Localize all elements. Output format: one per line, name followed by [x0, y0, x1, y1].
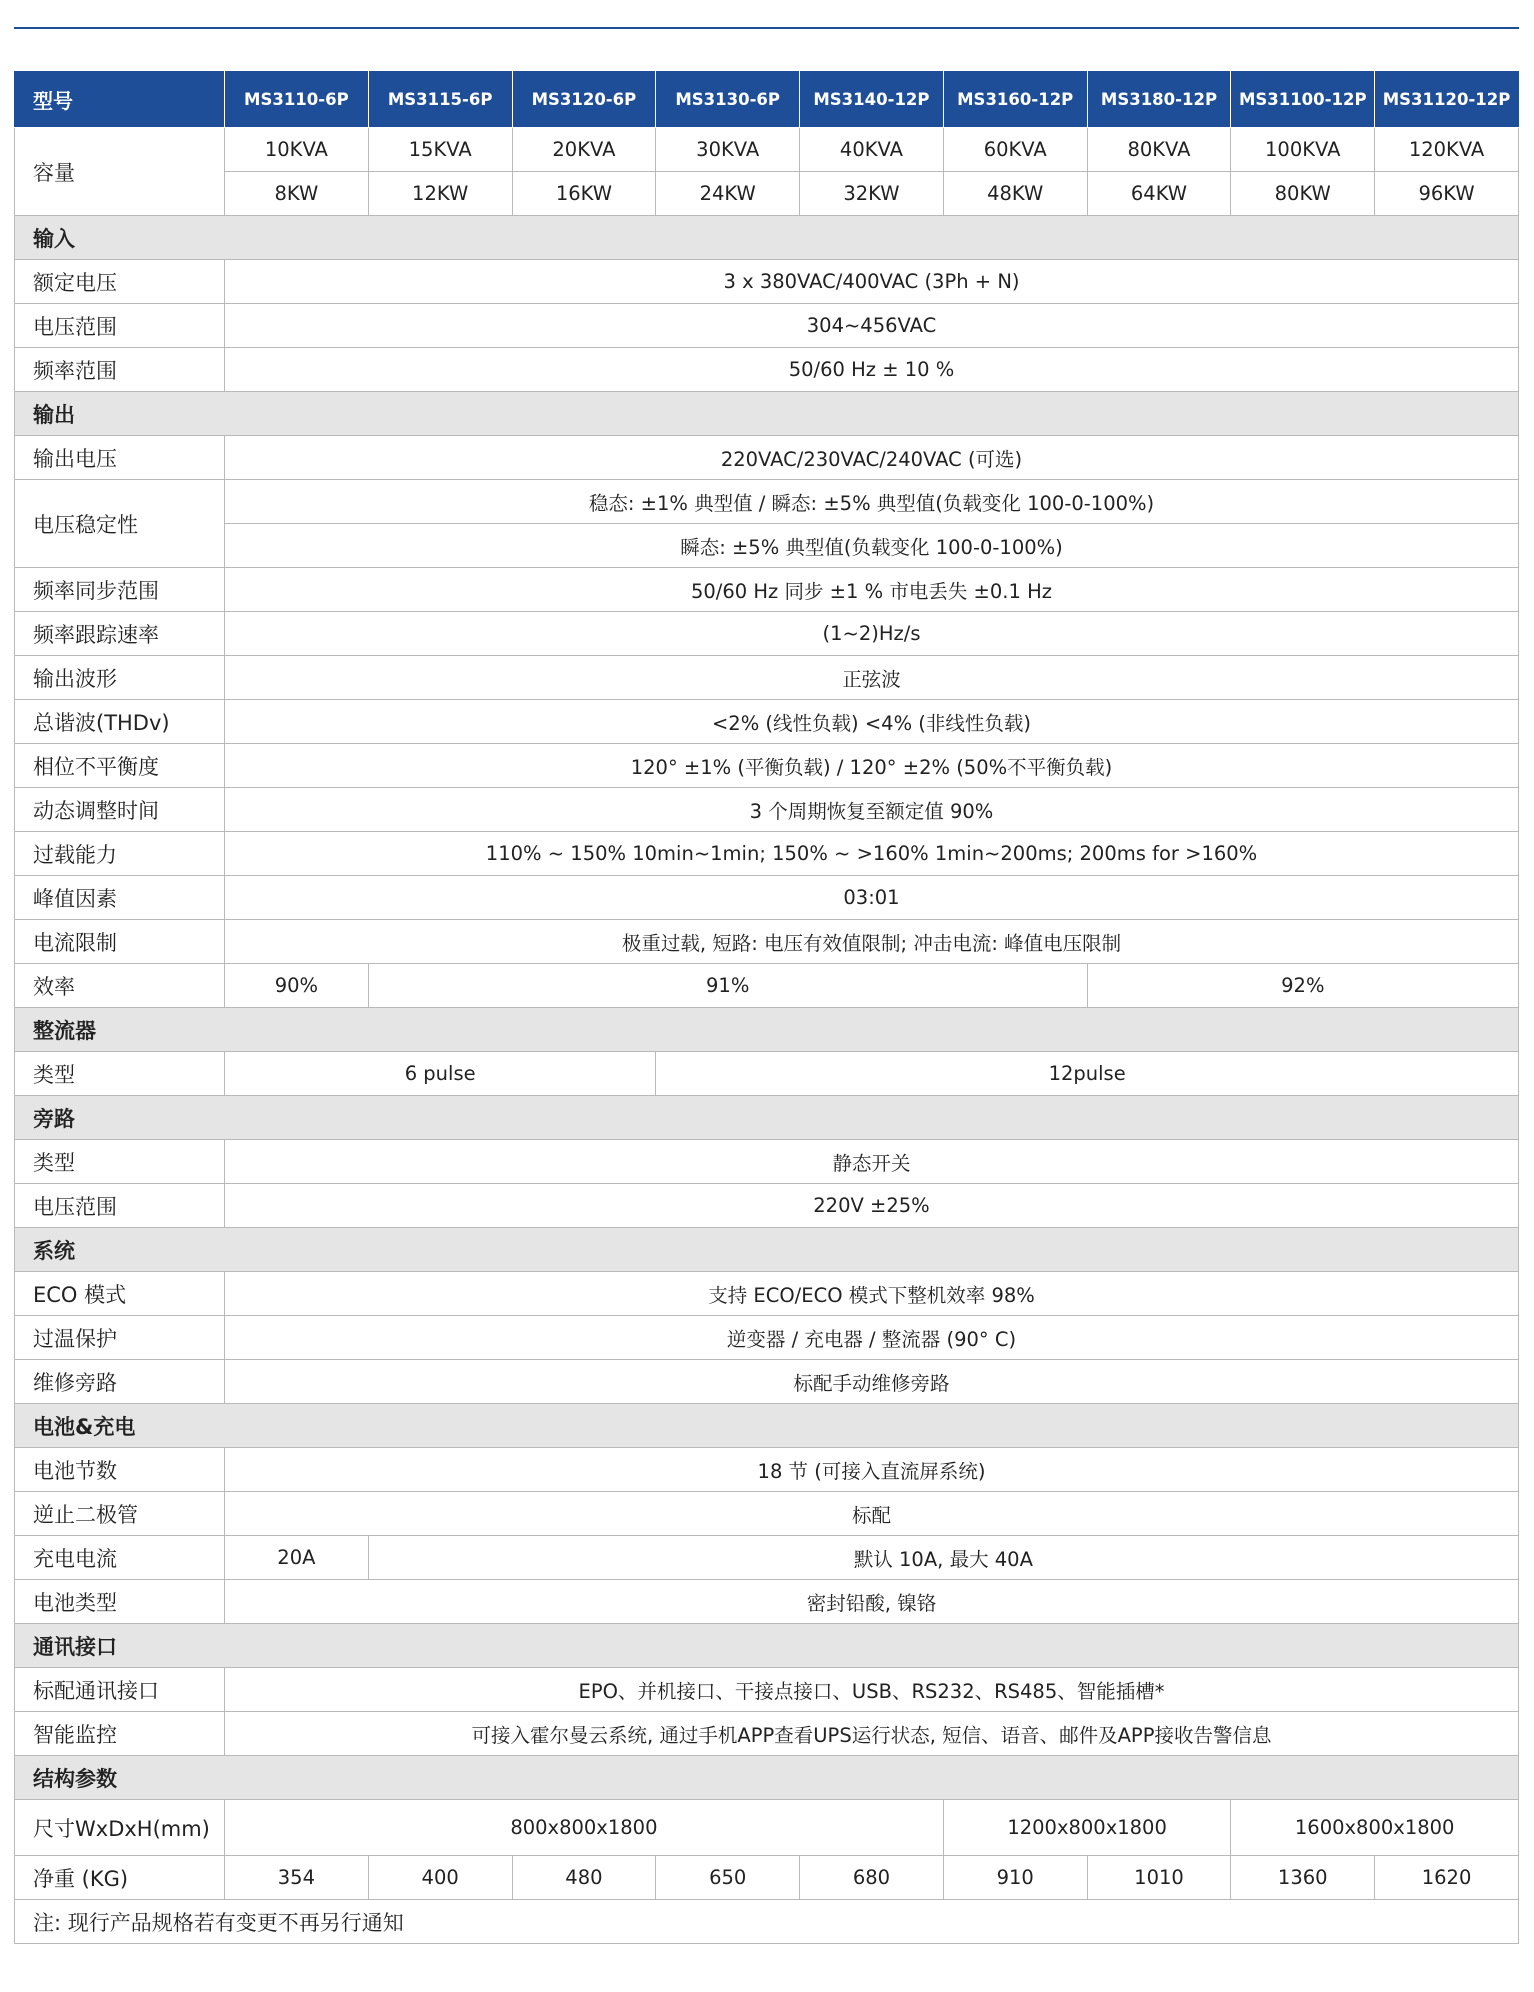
row-label: 电流限制	[15, 920, 225, 964]
model-cell: MS3180-12P	[1087, 72, 1231, 128]
spec-row	[15, 1184, 1519, 1228]
spec-row	[15, 1668, 1519, 1712]
row-value: 正弦波	[225, 656, 1519, 700]
section-title: 整流器	[15, 1008, 1519, 1052]
row-value: 90%	[225, 964, 369, 1008]
kw-cell: 32KW	[800, 172, 944, 216]
spec-row	[15, 920, 1519, 964]
top-rule	[14, 27, 1519, 29]
kw-cell: 48KW	[943, 172, 1087, 216]
row-value: 逆变器 / 充电器 / 整流器 (90° C)	[225, 1316, 1519, 1360]
model-cell: MS3120-6P	[512, 72, 656, 128]
row-label: 输出电压	[15, 436, 225, 480]
spec-row	[15, 876, 1519, 920]
spec-row	[15, 656, 1519, 700]
row-value: 220VAC/230VAC/240VAC (可选)	[225, 436, 1519, 480]
row-value: 静态开关	[225, 1140, 1519, 1184]
model-cell: MS3115-6P	[368, 72, 512, 128]
spec-row	[15, 964, 1519, 1008]
spec-row	[15, 480, 1519, 524]
row-label: 类型	[15, 1140, 225, 1184]
row-value: 304~456VAC	[225, 304, 1519, 348]
kw-cell: 8KW	[225, 172, 369, 216]
spec-row	[15, 436, 1519, 480]
kva-cell: 15KVA	[368, 128, 512, 172]
row-value: 稳态: ±1% 典型值 / 瞬态: ±5% 典型值(负载变化 100-0-100%)	[225, 480, 1519, 524]
model-cell: MS3160-12P	[943, 72, 1087, 128]
spec-row	[15, 1140, 1519, 1184]
kw-cell: 96KW	[1375, 172, 1519, 216]
row-label: 电压稳定性	[15, 480, 225, 568]
row-label: 智能监控	[15, 1712, 225, 1756]
kva-cell: 10KVA	[225, 128, 369, 172]
spec-row	[15, 832, 1519, 876]
capacity-kw-row	[15, 172, 1519, 216]
row-label: 维修旁路	[15, 1360, 225, 1404]
kw-cell: 24KW	[656, 172, 800, 216]
model-cell: MS3140-12P	[800, 72, 944, 128]
row-label: 动态调整时间	[15, 788, 225, 832]
spec-row	[15, 260, 1519, 304]
row-value: 18 节 (可接入直流屏系统)	[225, 1448, 1519, 1492]
kva-cell: 60KVA	[943, 128, 1087, 172]
spec-row	[15, 1052, 1519, 1096]
row-value: 标配手动维修旁路	[225, 1360, 1519, 1404]
model-cell: MS3110-6P	[225, 72, 369, 128]
section-structure	[15, 1756, 1519, 1800]
row-value: 3 个周期恢复至额定值 90%	[225, 788, 1519, 832]
row-value: 91%	[368, 964, 1087, 1008]
row-label: 相位不平衡度	[15, 744, 225, 788]
spec-row	[15, 1800, 1519, 1856]
kw-cell: 16KW	[512, 172, 656, 216]
spec-row	[15, 1492, 1519, 1536]
footnote: 注: 现行产品规格若有变更不再另行通知	[15, 1900, 1519, 1944]
weight-cell: 1010	[1087, 1856, 1231, 1900]
spec-row	[15, 788, 1519, 832]
row-label: 电池节数	[15, 1448, 225, 1492]
row-value: 1600x800x1800	[1231, 1800, 1519, 1856]
row-value: 标配	[225, 1492, 1519, 1536]
spec-row	[15, 1536, 1519, 1580]
row-value: EPO、并机接口、干接点接口、USB、RS232、RS485、智能插槽*	[225, 1668, 1519, 1712]
row-value: 可接入霍尔曼云系统, 通过手机APP查看UPS运行状态, 短信、语音、邮件及APP接收告警信息	[225, 1712, 1519, 1756]
row-value: 默认 10A, 最大 40A	[368, 1536, 1518, 1580]
weight-cell: 680	[800, 1856, 944, 1900]
weight-cell: 1360	[1231, 1856, 1375, 1900]
kva-cell: 30KVA	[656, 128, 800, 172]
spec-row	[15, 1316, 1519, 1360]
row-label: 频率范围	[15, 348, 225, 392]
row-label: 频率跟踪速率	[15, 612, 225, 656]
kva-cell: 120KVA	[1375, 128, 1519, 172]
section-battery	[15, 1404, 1519, 1448]
section-title: 电池&充电	[15, 1404, 1519, 1448]
weight-cell: 650	[656, 1856, 800, 1900]
row-label: 类型	[15, 1052, 225, 1096]
row-label: ECO 模式	[15, 1272, 225, 1316]
row-label: 总谐波(THDv)	[15, 700, 225, 744]
spec-row	[15, 304, 1519, 348]
section-title: 输入	[15, 216, 1519, 260]
spec-row	[15, 744, 1519, 788]
row-value: 极重过载, 短路: 电压有效值限制; 冲击电流: 峰值电压限制	[225, 920, 1519, 964]
note-row	[15, 1900, 1519, 1944]
spec-row	[15, 1360, 1519, 1404]
row-label: 输出波形	[15, 656, 225, 700]
row-label: 净重 (KG)	[15, 1856, 225, 1900]
spec-row	[15, 1712, 1519, 1756]
spec-row	[15, 1856, 1519, 1900]
spec-row	[15, 1272, 1519, 1316]
row-label: 额定电压	[15, 260, 225, 304]
row-value: 20A	[225, 1536, 369, 1580]
section-output	[15, 392, 1519, 436]
row-value: 50/60 Hz 同步 ±1 % 市电丢失 ±0.1 Hz	[225, 568, 1519, 612]
row-label: 电压范围	[15, 304, 225, 348]
row-value: 12pulse	[656, 1052, 1519, 1096]
row-value: 50/60 Hz ± 10 %	[225, 348, 1519, 392]
section-title: 输出	[15, 392, 1519, 436]
spec-row	[15, 524, 1519, 568]
section-title: 结构参数	[15, 1756, 1519, 1800]
spec-table	[14, 71, 1519, 1944]
weight-cell: 910	[943, 1856, 1087, 1900]
kw-cell: 12KW	[368, 172, 512, 216]
row-label: 尺寸WxDxH(mm)	[15, 1800, 225, 1856]
section-title: 系统	[15, 1228, 1519, 1272]
kw-cell: 80KW	[1231, 172, 1375, 216]
model-cell: MS31100-12P	[1231, 72, 1375, 128]
spec-row	[15, 568, 1519, 612]
row-value: 3 x 380VAC/400VAC (3Ph + N)	[225, 260, 1519, 304]
section-rectifier	[15, 1008, 1519, 1052]
row-value: 110% ~ 150% 10min~1min; 150% ~ >160% 1min~200ms; 200ms for >160%	[225, 832, 1519, 876]
row-label: 峰值因素	[15, 876, 225, 920]
weight-cell: 480	[512, 1856, 656, 1900]
model-label: 型号	[15, 72, 225, 128]
spec-row	[15, 612, 1519, 656]
row-value: 03:01	[225, 876, 1519, 920]
row-label: 电池类型	[15, 1580, 225, 1624]
section-input	[15, 216, 1519, 260]
section-title: 通讯接口	[15, 1624, 1519, 1668]
row-label: 逆止二极管	[15, 1492, 225, 1536]
row-value: 瞬态: ±5% 典型值(负载变化 100-0-100%)	[225, 524, 1519, 568]
section-title: 旁路	[15, 1096, 1519, 1140]
row-label: 频率同步范围	[15, 568, 225, 612]
row-label: 过载能力	[15, 832, 225, 876]
row-label: 效率	[15, 964, 225, 1008]
row-value: 1200x800x1800	[943, 1800, 1231, 1856]
row-label: 标配通讯接口	[15, 1668, 225, 1712]
model-cell: MS3130-6P	[656, 72, 800, 128]
row-value: 6 pulse	[225, 1052, 656, 1096]
weight-cell: 400	[368, 1856, 512, 1900]
weight-cell: 354	[225, 1856, 369, 1900]
row-value: 800x800x1800	[225, 1800, 944, 1856]
model-cell: MS31120-12P	[1375, 72, 1519, 128]
kva-cell: 20KVA	[512, 128, 656, 172]
row-value: <2% (线性负载) <4% (非线性负载)	[225, 700, 1519, 744]
section-bypass	[15, 1096, 1519, 1140]
kva-cell: 80KVA	[1087, 128, 1231, 172]
spec-row	[15, 700, 1519, 744]
row-value: 220V ±25%	[225, 1184, 1519, 1228]
spec-row	[15, 1448, 1519, 1492]
row-value: (1~2)Hz/s	[225, 612, 1519, 656]
spec-row	[15, 1580, 1519, 1624]
row-value: 支持 ECO/ECO 模式下整机效率 98%	[225, 1272, 1519, 1316]
header-row	[15, 72, 1519, 128]
spec-row	[15, 348, 1519, 392]
row-value: 密封铅酸, 镍铬	[225, 1580, 1519, 1624]
row-value: 120° ±1% (平衡负载) / 120° ±2% (50%不平衡负载)	[225, 744, 1519, 788]
capacity-kva-row	[15, 128, 1519, 172]
row-label: 充电电流	[15, 1536, 225, 1580]
section-comm	[15, 1624, 1519, 1668]
row-value: 92%	[1087, 964, 1518, 1008]
kva-cell: 100KVA	[1231, 128, 1375, 172]
weight-cell: 1620	[1375, 1856, 1519, 1900]
kw-cell: 64KW	[1087, 172, 1231, 216]
capacity-label: 容量	[15, 128, 225, 216]
row-label: 电压范围	[15, 1184, 225, 1228]
kva-cell: 40KVA	[800, 128, 944, 172]
row-label: 过温保护	[15, 1316, 225, 1360]
section-system	[15, 1228, 1519, 1272]
